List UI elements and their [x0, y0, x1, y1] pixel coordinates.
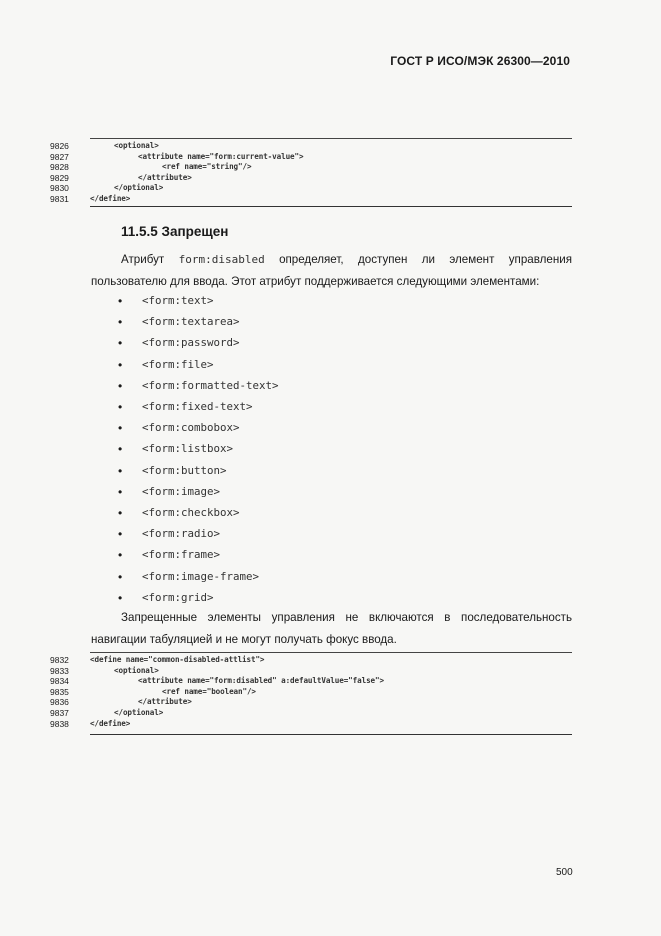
page-number: 500	[556, 867, 573, 878]
line-number: 9826	[50, 141, 69, 151]
line-number: 9828	[50, 162, 69, 173]
bullet-icon: •	[118, 400, 123, 414]
section-title: 11.5.5 Запрещен	[121, 224, 229, 239]
paragraph-line-1	[91, 249, 572, 271]
list-item-text: <form:grid>	[142, 590, 214, 604]
bullet-icon: •	[118, 378, 123, 393]
code-text: </attribute>	[138, 697, 192, 707]
list-item-text: <form:file>	[142, 357, 214, 371]
list-item-text: <form:listbox>	[142, 442, 234, 456]
list-item-text: <form:fixed-text>	[142, 400, 253, 413]
code-text: <define name="common-disabled-attlist">	[90, 655, 265, 664]
bullet-icon: •	[118, 569, 123, 584]
paragraph-disabled-note	[91, 607, 572, 651]
line-number: 9834	[50, 676, 69, 687]
line-number: 9835	[50, 686, 69, 697]
line-number: 9838	[50, 718, 69, 729]
code-block-top-rule	[90, 652, 572, 653]
code-block-1	[50, 138, 572, 210]
code-text: </optional>	[114, 708, 164, 717]
bullet-icon: •	[118, 442, 123, 457]
list-item-text: <form:combobox>	[142, 421, 240, 435]
bullet-icon: •	[118, 294, 123, 308]
list-item-text: <form:checkbox>	[142, 506, 240, 519]
line-number: 9827	[50, 151, 69, 162]
line-number: 9837	[50, 708, 69, 718]
code-text: <ref name="boolean"/>	[162, 686, 256, 696]
code-text: <attribute name="form:disabled" a:defaultValue="false">	[138, 676, 384, 686]
code-block-bottom-rule	[90, 206, 572, 207]
line-number: 9832	[50, 655, 69, 665]
code-block-bottom-rule	[90, 734, 572, 735]
line-number: 9836	[50, 697, 69, 708]
bullet-icon: •	[118, 315, 123, 330]
line-number: 9830	[50, 183, 69, 194]
list-item-text: <form:frame>	[142, 548, 221, 562]
paragraph-attribute-description	[91, 249, 572, 293]
line-number: 9829	[50, 172, 69, 183]
code-text: <optional>	[114, 141, 159, 150]
code-text: <optional>	[114, 665, 159, 675]
list-item-text: <form:button>	[142, 463, 227, 477]
list-item-text: <form:radio>	[142, 527, 221, 541]
code-text: <ref name="string"/>	[162, 162, 252, 172]
bullet-icon: •	[118, 484, 123, 499]
bullet-icon: •	[118, 590, 123, 605]
line-number: 9831	[50, 194, 69, 204]
list-item-text: <form:image>	[142, 484, 221, 498]
code-block-top-rule	[90, 138, 572, 139]
paragraph-text: определяет, доступен ли элемент управления	[264, 253, 572, 266]
bullet-icon: •	[118, 548, 123, 563]
code-text: <attribute name="form:current-value">	[138, 151, 304, 161]
bullet-icon: •	[118, 527, 123, 542]
attribute-name: form:disabled	[178, 253, 265, 266]
list-item-text: <form:textarea>	[142, 315, 240, 329]
bullet-icon: •	[118, 357, 123, 372]
list-item-text: <form:text>	[142, 294, 214, 307]
paragraph-line-1: Запрещенные элементы управления не включаются в последовательность	[121, 611, 572, 624]
bullet-icon: •	[118, 463, 123, 478]
line-number: 9833	[50, 665, 69, 676]
code-text: </define>	[90, 718, 131, 728]
code-text: </define>	[90, 194, 131, 203]
list-item-text: <form:password>	[142, 336, 240, 350]
code-text: </optional>	[114, 183, 164, 193]
bullet-icon: •	[118, 421, 123, 436]
list-item-text: <form:formatted-text>	[142, 378, 279, 392]
code-text: </attribute>	[138, 172, 192, 182]
paragraph-line-2: пользователю для ввода. Этот атрибут поддерживается следующими элементами:	[91, 275, 540, 288]
paragraph-line-2: навигации табуляцией и не могут получать фокус ввода.	[91, 633, 397, 646]
paragraph-text: Атрибут	[121, 253, 179, 266]
list-item-text: <form:image-frame>	[142, 569, 260, 583]
code-block-2	[50, 652, 572, 736]
page-header: ГОСТ Р ИСО/МЭК 26300—2010	[390, 54, 570, 68]
bullet-icon: •	[118, 336, 123, 351]
bullet-icon: •	[118, 506, 123, 520]
